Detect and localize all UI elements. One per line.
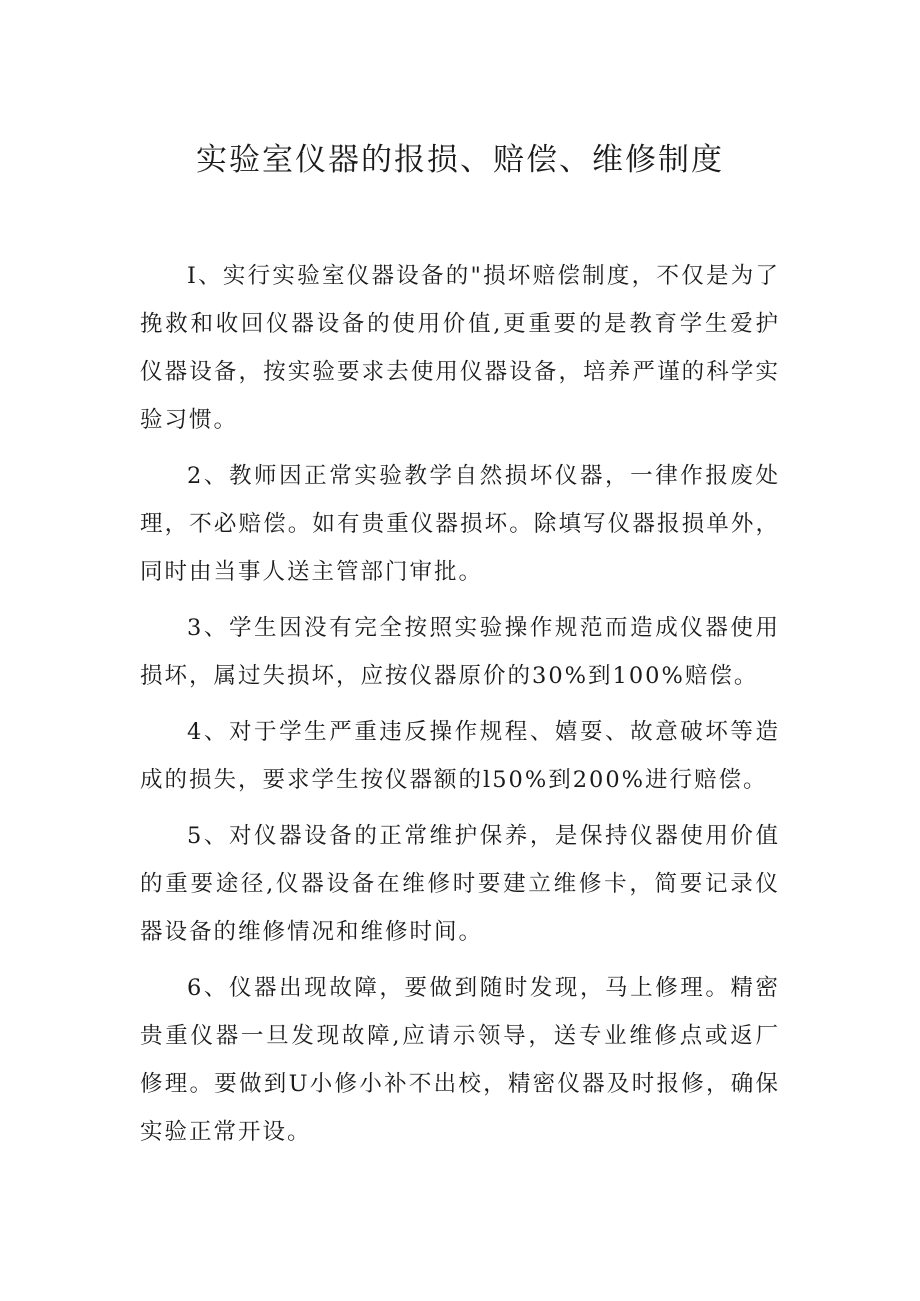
paragraph-6: 6、仪器出现故障，要做到随时发现，马上修理。精密贵重仪器一旦发现故障,应请示领导，送专业维修点或返厂修理。要做到U小修小补不出校，精密仪器及时报修，确保实验正常开设。 <box>140 975 780 1145</box>
paragraph-1: I、实行实验室仪器设备的"损坏赔偿制度，不仅是为了挽救和收回仪器设备的使用价值,更重要的是教育学生爱护仪器设备，按实验要求去使用仪器设备，培养严谨的科学实验习惯。 <box>140 263 780 433</box>
paragraph-4: 4、对于学生严重违反操作规程、嬉耍、故意破坏等造成的损失，要求学生按仪器额的l50%到200%进行赔偿。 <box>140 719 780 793</box>
document-body <box>140 252 780 1164</box>
paragraph-3: 3、学生因没有完全按照实验操作规范而造成仪器使用损坏，属过失损坏，应按仪器原价的30%到100%赔偿。 <box>140 615 780 689</box>
paragraph-5: 5、对仪器设备的正常维护保养，是保持仪器使用价值的重要途径,仪器设备在维修时要建立维修卡，简要记录仪器设备的维修情况和维修时间。 <box>140 823 780 945</box>
document-title: 实验室仪器的报损、赔偿、维修制度 <box>196 142 724 178</box>
paragraph-2: 2、教师因正常实验教学自然损坏仪器，一律作报废处理，不必赔偿。如有贵重仪器损坏。除填写仪器报损单外，同时由当事人送主管部门审批。 <box>140 463 780 585</box>
